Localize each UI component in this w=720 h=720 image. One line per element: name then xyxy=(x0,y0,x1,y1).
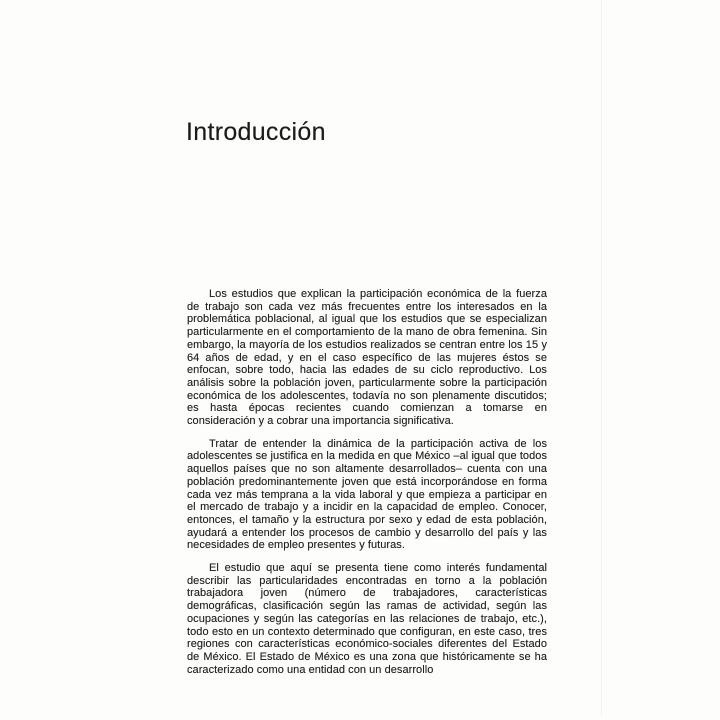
page-scan-edge xyxy=(601,0,602,716)
paragraph-2: Tratar de entender la dinámica de la participación activa de los adolescentes se justifica en la medida en que México –al igual que todos aquellos países que no son altamente desarrollados– cuenta con una población predominantemente joven que está incorporándose en forma cada vez más temprana a la vida laboral y que empieza a participar en el mercado de trabajo y a incidir en la capacidad de empleo. Conocer, entonces, el tamaño y la estructura por sexo y edad de esta población, ayudará a entender los procesos de cambio y desarrollo del país y las necesidades de empleo presentes y futuras. xyxy=(187,437,547,552)
body-text xyxy=(187,288,547,676)
page-title: Introducción xyxy=(186,117,326,146)
paragraph-1: Los estudios que explican la participación económica de la fuerza de trabajo son cada vez más frecuentes entre los interesados en la problemática poblacional, al igual que los estudios que se especializan particularmente en el comportamiento de la mano de obra femenina. Sin embargo, la mayoría de los estudios realizados se centran entre los 15 y 64 años de edad, y en el caso específico de las mujeres éstos se enfocan, sobre todo, hacia las edades de su ciclo reproductivo. Los análisis sobre la población joven, particularmente sobre la participación económica de los adolescentes, todavía no son plenamente discutidos; es hasta épocas recientes cuando comienzan a tomarse en consideración y a cobrar una importancia significativa. xyxy=(187,288,547,428)
paragraph-3: El estudio que aquí se presenta tiene como interés fundamental describir las particularidades encontradas en torno a la población trabajadora joven (número de trabajadores, características demográficas, clasificación según las ramas de actividad, según las ocupaciones y según las categorías en las relaciones de trabajo, etc.), todo esto en un contexto determinado que configuran, en este caso, tres regiones con características económico-sociales diferentes del Estado de México. El Estado de México es una zona que históricamente se ha caracterizado como una entidad con un desarrollo xyxy=(187,562,547,676)
